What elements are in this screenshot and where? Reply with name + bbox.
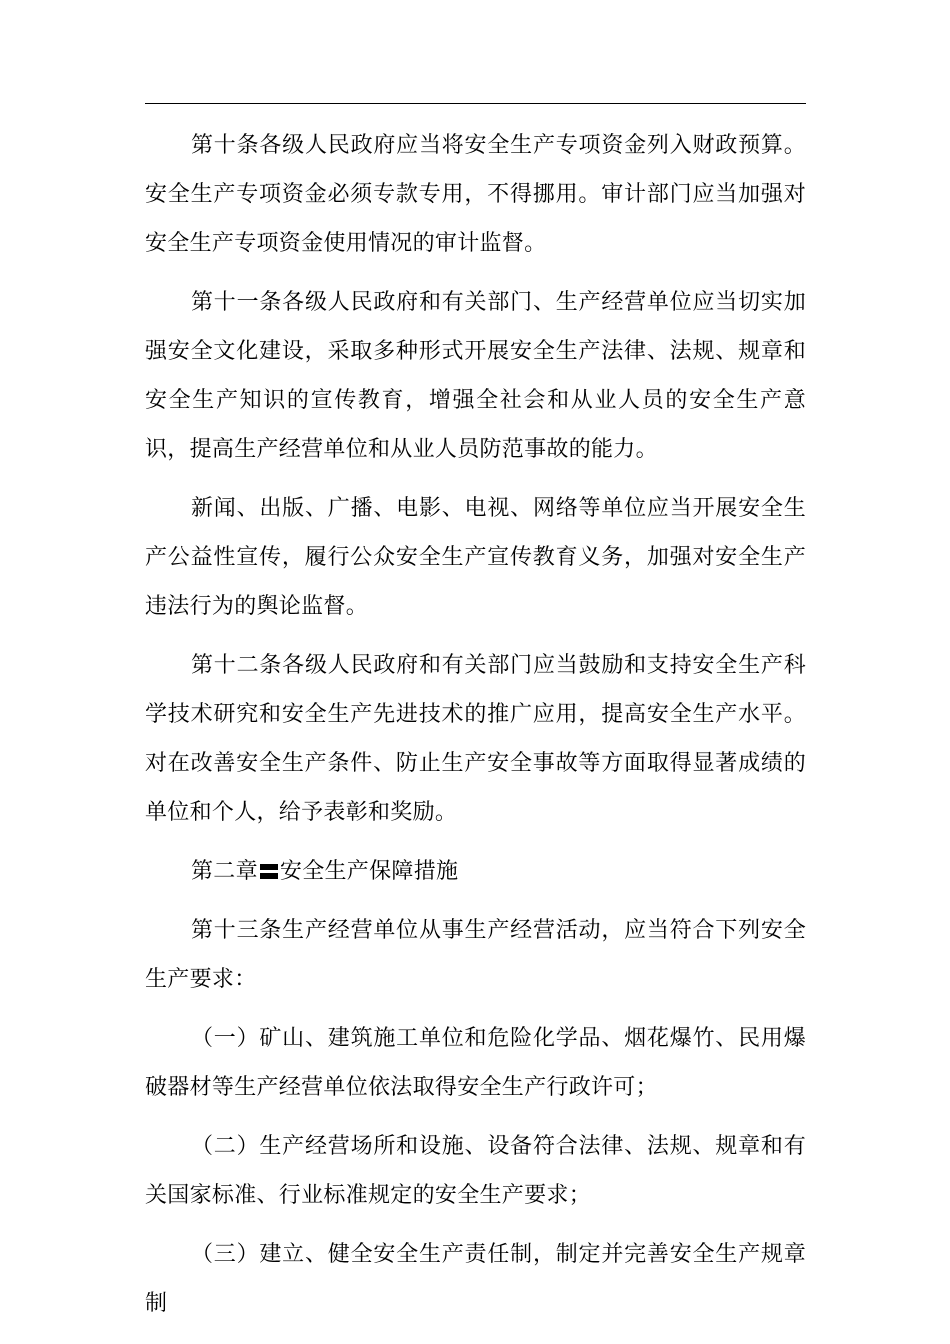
article-12-paragraph: 第十二条各级人民政府和有关部门应当鼓励和支持安全生产科学技术研究和安全生产先进技术的推广应用，提高安全生产水平。对在改善安全生产条件、防止生产安全事故等方面取得显著成绩的单位和个人，给予表彰和奖励。 (145, 653, 806, 825)
article-13-paragraph: 第十三条生产经营单位从事生产经营活动，应当符合下列安全生产要求： (145, 918, 806, 992)
item-2-paragraph: （二）生产经营场所和设施、设备符合法律、法规、规章和有关国家标准、行业标准规定的安全生产要求； (145, 1134, 806, 1208)
section-marker-icon (260, 863, 278, 879)
chapter-heading (145, 847, 806, 896)
document-body (145, 121, 806, 1338)
article-11-paragraph: 第十一条各级人民政府和有关部门、生产经营单位应当切实加强安全文化建设，采取多种形式开展安全生产法律、法规、规章和安全生产知识的宣传教育，增强全社会和从业人员的安全生产意识，提高生产经营单位和从业人员防范事故的能力。 (145, 290, 806, 462)
item-3-paragraph: （三）建立、健全安全生产责任制，制定并完善安全生产规章制 (145, 1242, 806, 1316)
media-paragraph: 新闻、出版、广播、电影、电视、网络等单位应当开展安全生产公益性宣传，履行公众安全生产宣传教育义务，加强对安全生产违法行为的舆论监督。 (145, 496, 806, 619)
chapter-title: 安全生产保障措施 (279, 859, 459, 884)
article-10-paragraph: 第十条各级人民政府应当将安全生产专项资金列入财政预算。安全生产专项资金必须专款专用，不得挪用。审计部门应当加强对安全生产专项资金使用情况的审计监督。 (145, 133, 806, 256)
chapter-number: 第二章 (191, 859, 258, 884)
item-1-paragraph: （一）矿山、建筑施工单位和危险化学品、烟花爆竹、民用爆破器材等生产经营单位依法取得安全生产行政许可； (145, 1026, 806, 1100)
header-rule (145, 103, 806, 104)
